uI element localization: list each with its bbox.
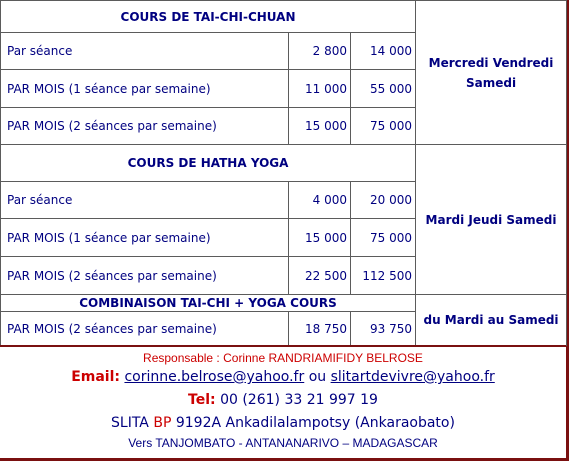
row-price-2: 14 000 (351, 33, 416, 70)
row-price-2: 75 000 (351, 219, 416, 257)
row-label: Par séance (1, 182, 289, 219)
row-label: PAR MOIS (2 séances par semaine) (1, 312, 289, 346)
combo-days: du Mardi au Samedi (416, 295, 567, 346)
row-price-1: 18 750 (289, 312, 351, 346)
responsable-line: Responsable : Corinne RANDRIAMIFIDY BELROSE (143, 351, 423, 365)
email-link-1[interactable]: corinne.belrose@yahoo.fr (124, 369, 305, 385)
row-label: PAR MOIS (1 séance par semaine) (1, 219, 289, 257)
combo-title: COMBINAISON TAI-CHI + YOGA COURS (1, 295, 416, 312)
row-price-1: 15 000 (289, 219, 351, 257)
row-price-2: 112 500 (351, 257, 416, 295)
city-line: Vers TANJOMBATO - ANTANANARIVO – MADAGASCAR (128, 436, 438, 450)
email-line (0, 369, 566, 385)
contact-footer (0, 345, 566, 457)
taichi-title: COURS DE TAI-CHI-CHUAN (1, 1, 416, 33)
row-price-1: 15 000 (289, 108, 351, 145)
row-label: PAR MOIS (2 séances par semaine) (1, 108, 289, 145)
row-price-2: 75 000 (351, 108, 416, 145)
email-separator: ou (308, 369, 327, 385)
row-price-1: 4 000 (289, 182, 351, 219)
taichi-days: Mercredi Vendredi Samedi (416, 1, 567, 145)
row-price-1: 22 500 (289, 257, 351, 295)
address-line (0, 415, 566, 431)
row-price-1: 2 800 (289, 33, 351, 70)
email-link-2[interactable]: slitartdevivre@yahoo.fr (330, 369, 495, 385)
org-name: SLITA (111, 415, 149, 431)
bp-label: BP (153, 415, 172, 431)
row-label: PAR MOIS (2 séances par semaine) (1, 257, 289, 295)
row-label: Par séance (1, 33, 289, 70)
row-price-2: 55 000 (351, 70, 416, 108)
yoga-title: COURS DE HATHA YOGA (1, 145, 416, 182)
row-price-1: 11 000 (289, 70, 351, 108)
email-label: Email: (71, 369, 120, 385)
tel-line (0, 392, 566, 408)
row-price-2: 20 000 (351, 182, 416, 219)
tel-label: Tel: (188, 392, 216, 408)
row-label: PAR MOIS (1 séance par semaine) (1, 70, 289, 108)
row-price-2: 93 750 (351, 312, 416, 346)
tel-number: 00 (261) 33 21 997 19 (220, 392, 378, 408)
address-text: 9192A Ankadilalampotsy (Ankaraobato) (175, 415, 455, 431)
yoga-days: Mardi Jeudi Samedi (416, 145, 567, 295)
